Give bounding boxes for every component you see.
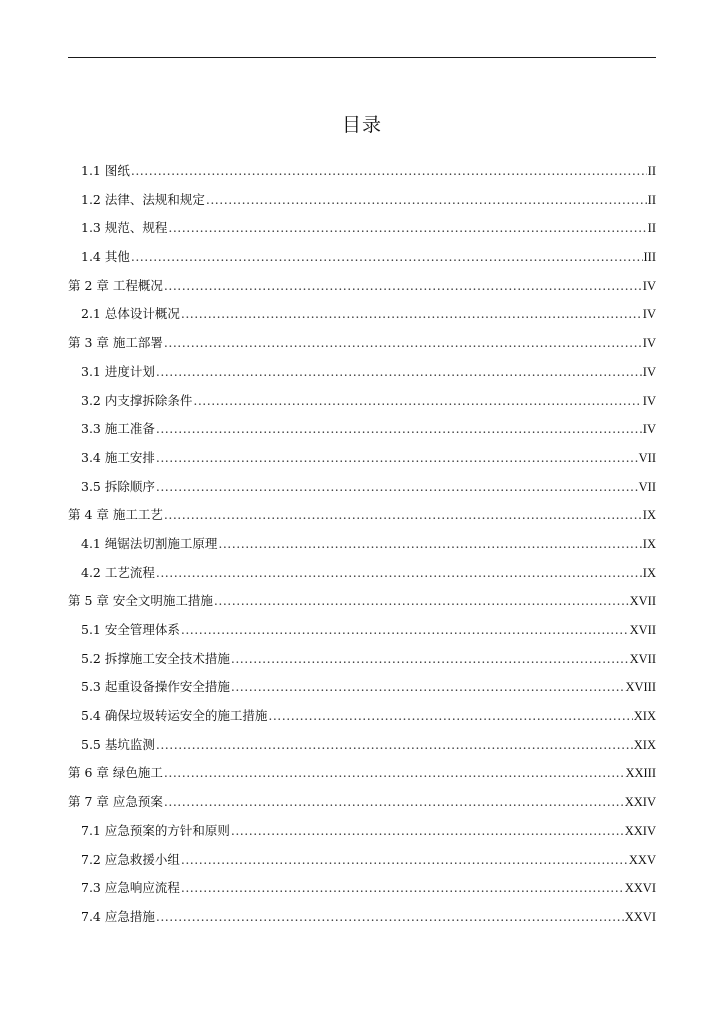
toc-entry-label: 5.3 起重设备操作安全措施 bbox=[81, 679, 230, 695]
toc-entry-page-number: XXIV bbox=[624, 823, 656, 838]
toc-entry-label: 3.5 拆除顺序 bbox=[81, 478, 155, 494]
toc-dot-leader bbox=[156, 559, 642, 588]
toc-dot-leader bbox=[181, 874, 624, 903]
toc-dot-leader bbox=[231, 673, 625, 702]
toc-entry[interactable] bbox=[68, 272, 656, 301]
toc-entry-page-number: VII bbox=[638, 450, 656, 465]
toc-entry[interactable] bbox=[68, 788, 656, 817]
toc-entry-page-number: XVIII bbox=[625, 680, 656, 695]
toc-dot-leader bbox=[218, 530, 641, 559]
toc-entry-page-number: II bbox=[647, 192, 656, 207]
toc-entry-label: 3.1 进度计划 bbox=[81, 363, 155, 379]
toc-entry-label: 5.4 确保垃圾转运安全的施工措施 bbox=[81, 708, 268, 724]
toc-entry-page-number: XXIII bbox=[625, 766, 656, 781]
toc-entry-label: 3.2 内支撑拆除条件 bbox=[81, 392, 193, 408]
toc-entry-label: 1.1 图纸 bbox=[81, 163, 130, 178]
toc-entry-page-number: II bbox=[647, 164, 656, 178]
toc-dot-leader bbox=[164, 501, 642, 530]
toc-dot-leader bbox=[156, 903, 624, 932]
toc-entry-page-number: VII bbox=[638, 479, 656, 494]
toc-entry-label: 第 7 章 应急预案 bbox=[68, 794, 163, 810]
toc-entry[interactable] bbox=[68, 501, 656, 530]
toc-entry-page-number: IV bbox=[642, 364, 656, 379]
toc-entry[interactable] bbox=[68, 415, 656, 444]
toc-entry-label: 1.4 其他 bbox=[81, 249, 130, 265]
toc-entry-page-number: XVII bbox=[629, 594, 656, 609]
toc-entry[interactable] bbox=[68, 329, 656, 358]
toc-dot-leader bbox=[168, 214, 646, 243]
toc-entry-page-number: XIX bbox=[633, 737, 656, 752]
toc-entry[interactable] bbox=[68, 645, 656, 674]
toc-dot-leader bbox=[193, 387, 641, 416]
toc-dot-leader bbox=[214, 587, 629, 616]
toc-entry-page-number: XVII bbox=[629, 651, 656, 666]
toc-entry-label: 4.2 工艺流程 bbox=[81, 564, 155, 580]
toc-entry-page-number: XXV bbox=[628, 852, 656, 867]
toc-entry-page-number: IV bbox=[642, 278, 656, 293]
toc-entry[interactable] bbox=[68, 444, 656, 473]
toc-entry-label: 3.3 施工准备 bbox=[81, 421, 155, 437]
toc-entry-page-number: XXVI bbox=[624, 881, 656, 896]
toc-dot-leader bbox=[164, 759, 625, 788]
toc-entry-page-number: XIX bbox=[633, 709, 656, 724]
toc-entry-page-number: III bbox=[643, 250, 656, 265]
header-rule bbox=[68, 57, 656, 58]
toc-entry[interactable] bbox=[68, 214, 656, 243]
toc-entry-page-number: XXIV bbox=[624, 795, 656, 810]
toc-entry[interactable] bbox=[68, 473, 656, 502]
toc-entry-page-number: IX bbox=[642, 508, 656, 523]
toc-entry[interactable] bbox=[68, 587, 656, 616]
toc-dot-leader bbox=[164, 329, 642, 358]
toc-entry-label: 5.2 拆撑施工安全技术措施 bbox=[81, 650, 230, 666]
toc-entry-label: 2.1 总体设计概况 bbox=[81, 306, 180, 322]
toc-entry[interactable] bbox=[68, 731, 656, 760]
toc-entry[interactable] bbox=[68, 817, 656, 846]
toc-entry-page-number: IX bbox=[642, 565, 656, 580]
toc-entry[interactable] bbox=[68, 358, 656, 387]
toc-entry-page-number: IV bbox=[642, 307, 656, 322]
toc-entry-page-number: IV bbox=[642, 422, 656, 437]
toc-entry[interactable] bbox=[68, 530, 656, 559]
toc-dot-leader bbox=[181, 616, 629, 645]
toc-entry-page-number: XVII bbox=[629, 623, 656, 637]
toc-entry-label: 1.3 规范、规程 bbox=[81, 220, 168, 236]
toc-dot-leader bbox=[181, 300, 642, 329]
toc-entry-label: 5.5 基坑监测 bbox=[81, 736, 155, 752]
toc-entry[interactable] bbox=[68, 157, 656, 186]
toc-title: 目录 bbox=[341, 114, 382, 136]
toc-dot-leader bbox=[231, 645, 629, 674]
toc-dot-leader bbox=[156, 731, 633, 760]
toc-dot-leader bbox=[164, 272, 642, 301]
toc-dot-leader bbox=[156, 358, 642, 387]
toc-entry[interactable] bbox=[68, 243, 656, 272]
toc-dot-leader bbox=[181, 846, 628, 875]
toc-dot-leader bbox=[206, 186, 647, 215]
toc-entry-label: 3.4 施工安排 bbox=[81, 449, 155, 465]
toc-dot-leader bbox=[131, 157, 647, 186]
toc-entry-page-number: IX bbox=[642, 536, 656, 551]
toc-entry-label: 第 5 章 安全文明施工措施 bbox=[68, 593, 213, 609]
toc-entry[interactable] bbox=[68, 673, 656, 702]
toc-entry-label: 7.1 应急预案的方针和原则 bbox=[81, 822, 230, 838]
toc-entry-label: 第 2 章 工程概况 bbox=[68, 277, 163, 293]
toc-entry-label: 第 6 章 绿色施工 bbox=[68, 765, 163, 781]
toc-entry[interactable] bbox=[68, 702, 656, 731]
toc-entry[interactable] bbox=[68, 300, 656, 329]
toc-dot-leader bbox=[231, 817, 624, 846]
toc-entry-page-number: II bbox=[647, 221, 656, 236]
toc-list bbox=[68, 157, 656, 932]
toc-entry-label: 7.3 应急响应流程 bbox=[81, 880, 180, 896]
toc-entry[interactable] bbox=[68, 846, 656, 875]
toc-entry-label: 5.1 安全管理体系 bbox=[81, 622, 180, 637]
toc-dot-leader bbox=[156, 444, 638, 473]
toc-entry-label: 1.2 法律、法规和规定 bbox=[81, 191, 205, 207]
toc-entry[interactable] bbox=[68, 874, 656, 903]
toc-dot-leader bbox=[268, 702, 632, 731]
toc-entry[interactable] bbox=[68, 759, 656, 788]
toc-entry[interactable] bbox=[68, 903, 656, 932]
toc-entry-label: 4.1 绳锯法切割施工原理 bbox=[81, 535, 218, 551]
toc-entry-label: 第 3 章 施工部署 bbox=[68, 335, 163, 351]
toc-dot-leader bbox=[156, 415, 642, 444]
toc-dot-leader bbox=[131, 243, 643, 272]
toc-entry[interactable] bbox=[68, 559, 656, 588]
toc-dot-leader bbox=[164, 788, 624, 817]
toc-dot-leader bbox=[156, 473, 638, 502]
toc-entry[interactable] bbox=[68, 616, 656, 645]
toc-entry-page-number: XXVI bbox=[624, 909, 656, 924]
toc-entry-label: 7.4 应急措施 bbox=[81, 908, 155, 924]
toc-entry-page-number: IV bbox=[642, 336, 656, 351]
toc-entry-page-number: IV bbox=[642, 393, 656, 408]
toc-entry-label: 第 4 章 施工工艺 bbox=[68, 507, 163, 523]
toc-entry[interactable] bbox=[68, 387, 656, 416]
toc-entry[interactable] bbox=[68, 186, 656, 215]
toc-entry-label: 7.2 应急救援小组 bbox=[81, 851, 180, 867]
